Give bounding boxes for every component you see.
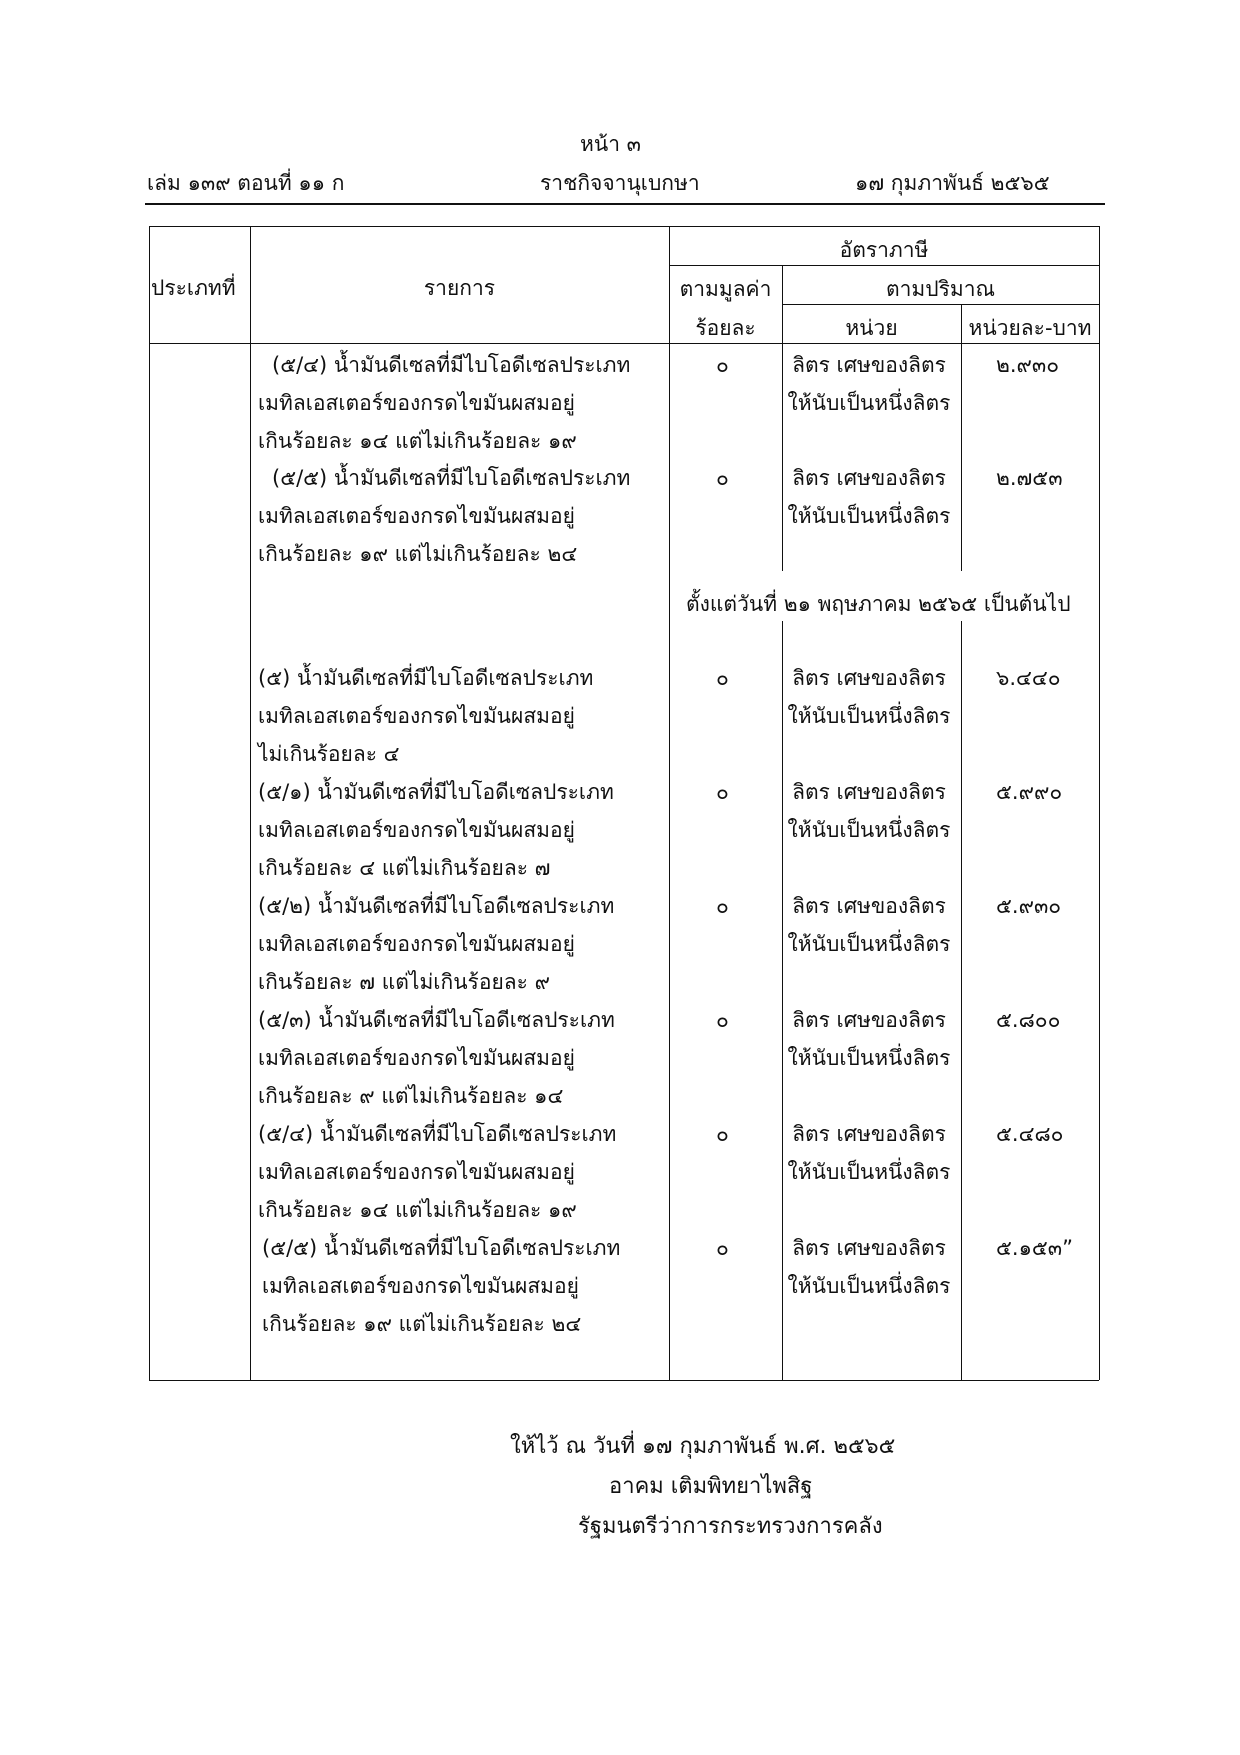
item-line: เกินร้อยละ ๑๙ แต่ไม่เกินร้อยละ ๒๔ (262, 1312, 582, 1336)
unit-line: ให้นับเป็นหนึ่งลิตร (787, 932, 951, 956)
header-baht-per-unit: หน่วยละ-บาท (968, 316, 1092, 340)
item-line: (๕/๒) น้ำมันดีเซลที่มีไบโอดีเซลประเภท (258, 894, 615, 918)
header-excise-rate: อัตราภาษี (839, 238, 929, 262)
unit-line: ให้นับเป็นหนึ่งลิตร (787, 704, 951, 728)
header-by-quantity: ตามปริมาณ (886, 277, 995, 301)
unit-line: ลิตร เศษของลิตร (792, 1236, 946, 1260)
value-rate: ๐ (716, 780, 729, 804)
given-date: ให้ไว้ ณ วันที่ ๑๗ กุมภาพันธ์ พ.ศ. ๒๕๖๕ (510, 1434, 896, 1459)
gazette-date: ๑๗ กุมภาพันธ์ ๒๕๖๕ (855, 171, 1050, 195)
item-line: (๕/๑) น้ำมันดีเซลที่มีไบโอดีเซลประเภท (258, 780, 614, 804)
item-line: เมทิลเอสเตอร์ของกรดไขมันผสมอยู่ (258, 818, 575, 842)
table-top-border (149, 226, 1099, 227)
value-rate: ๐ (716, 666, 729, 690)
unit-cell (780, 346, 958, 422)
quantity-rate: ๕.๘๐๐ (996, 1008, 1061, 1032)
value-rate: ๐ (716, 1236, 729, 1260)
item-5-3 (258, 1001, 615, 1115)
table-left-border (149, 226, 150, 1380)
item-line: เมทิลเอสเตอร์ของกรดไขมันผสมอยู่ (258, 704, 575, 728)
quantity-rate: ๕.๙๙๐ (996, 780, 1063, 804)
item-line: เมทิลเอสเตอร์ของกรดไขมันผสมอยู่ (262, 1274, 579, 1298)
item-5-5-first (258, 459, 631, 573)
item-line: เมทิลเอสเตอร์ของกรดไขมันผสมอยู่ (258, 1046, 575, 1070)
unit-line: ลิตร เศษของลิตร (792, 1122, 946, 1146)
signatory-name: อาคม เติมพิทยาไพสิฐ (609, 1474, 813, 1499)
unit-line: ให้นับเป็นหนึ่งลิตร (787, 1160, 951, 1184)
item-line: ไม่เกินร้อยละ ๔ (258, 742, 400, 766)
quantity-rate: ๒.๙๓๐ (996, 353, 1060, 377)
item-5 (258, 659, 593, 773)
volume-issue: เล่ม ๑๓๙ ตอนที่ ๑๑ ก (147, 171, 345, 195)
item-line: (๕/๕) น้ำมันดีเซลที่มีไบโอดีเซลประเภท (262, 1236, 621, 1260)
unit-cell (780, 1001, 958, 1077)
item-line: (๕/๓) น้ำมันดีเซลที่มีไบโอดีเซลประเภท (258, 1008, 615, 1032)
value-rate: ๐ (716, 466, 729, 490)
unit-line: ลิตร เศษของลิตร (792, 666, 946, 690)
unit-cell (780, 659, 958, 735)
item-5-4 (258, 1115, 616, 1229)
effective-date-note: ตั้งแต่วันที่ ๒๑ พฤษภาคม ๒๕๖๕ เป็นต้นไป (686, 592, 1071, 616)
item-5-5 (262, 1229, 620, 1343)
item-line: (๕/๕) น้ำมันดีเซลที่มีไบโอดีเซลประเภท (272, 466, 631, 490)
header-by-value: ตามมูลค่า (679, 277, 772, 301)
item-line: (๕/๔) น้ำมันดีเซลที่มีไบโอดีเซลประเภท (272, 353, 631, 377)
unit-line: ลิตร เศษของลิตร (792, 353, 946, 377)
quantity-rate: ๒.๗๕๓ (996, 466, 1063, 490)
quantity-rate: ๕.๙๓๐ (996, 894, 1062, 918)
unit-line: ให้นับเป็นหนึ่งลิตร (787, 818, 951, 842)
item-line: เกินร้อยละ ๙ แต่ไม่เกินร้อยละ ๑๔ (258, 1084, 564, 1108)
unit-cell (780, 1229, 958, 1305)
unit-line: ให้นับเป็นหนึ่งลิตร (787, 1046, 951, 1070)
value-rate: ๐ (716, 1122, 729, 1146)
item-line: เมทิลเอสเตอร์ของกรดไขมันผสมอยู่ (258, 391, 575, 415)
header-percent: ร้อยละ (695, 316, 756, 340)
header-items: รายการ (423, 276, 496, 300)
item-line: เกินร้อยละ ๗ แต่ไม่เกินร้อยละ ๙ (258, 970, 550, 994)
item-5-1 (258, 773, 614, 887)
col-divider-type (250, 226, 251, 1380)
signatory-position: รัฐมนตรีว่าการกระทรวงการคลัง (578, 1514, 883, 1539)
quantity-rate: ๕.๔๘๐ (996, 1122, 1064, 1146)
gazette-title: ราชกิจจานุเบกษา (540, 171, 700, 195)
page-number: หน้า ๓ (580, 132, 642, 156)
item-line: เกินร้อยละ ๑๙ แต่ไม่เกินร้อยละ ๒๔ (258, 542, 578, 566)
quantity-rate: ๖.๔๔๐ (996, 666, 1061, 690)
quantity-rate: ๕.๑๕๓” (996, 1236, 1074, 1260)
unit-line: ลิตร เศษของลิตร (792, 894, 946, 918)
item-5-4-first (258, 346, 631, 460)
header-unit: หน่วย (845, 316, 898, 340)
header-rule (145, 203, 1105, 205)
unit-line: ให้นับเป็นหนึ่งลิตร (787, 1274, 951, 1298)
col-divider-unit-lower (961, 621, 962, 1380)
item-line: (๕) น้ำมันดีเซลที่มีไบโอดีเซลประเภท (258, 666, 594, 690)
unit-cell (780, 887, 958, 963)
item-line: เกินร้อยละ ๑๔ แต่ไม่เกินร้อยละ ๑๙ (258, 1198, 577, 1222)
unit-line: ให้นับเป็นหนึ่งลิตร (787, 391, 951, 415)
item-line: เมทิลเอสเตอร์ของกรดไขมันผสมอยู่ (258, 504, 575, 528)
header-type: ประเภทที่ (151, 276, 236, 300)
item-5-2 (258, 887, 614, 1001)
item-line: เกินร้อยละ ๑๔ แต่ไม่เกินร้อยละ ๑๙ (258, 429, 577, 453)
value-rate: ๐ (716, 1008, 729, 1032)
unit-line: ลิตร เศษของลิตร (792, 1008, 946, 1032)
value-rate: ๐ (716, 894, 729, 918)
item-line: (๕/๔) น้ำมันดีเซลที่มีไบโอดีเซลประเภท (258, 1122, 617, 1146)
table-bottom-border (149, 1380, 1099, 1381)
table-right-border (1099, 226, 1100, 1380)
unit-cell (780, 773, 958, 849)
col-divider-items (669, 226, 670, 1380)
unit-line: ให้นับเป็นหนึ่งลิตร (787, 504, 951, 528)
item-line: เมทิลเอสเตอร์ของกรดไขมันผสมอยู่ (258, 932, 575, 956)
unit-line: ลิตร เศษของลิตร (792, 466, 946, 490)
item-line: เกินร้อยละ ๔ แต่ไม่เกินร้อยละ ๗ (258, 856, 551, 880)
unit-cell (780, 1115, 958, 1191)
unit-line: ลิตร เศษของลิตร (792, 780, 946, 804)
unit-cell (780, 459, 958, 535)
item-line: เมทิลเอสเตอร์ของกรดไขมันผสมอยู่ (258, 1160, 575, 1184)
value-rate: ๐ (716, 353, 729, 377)
